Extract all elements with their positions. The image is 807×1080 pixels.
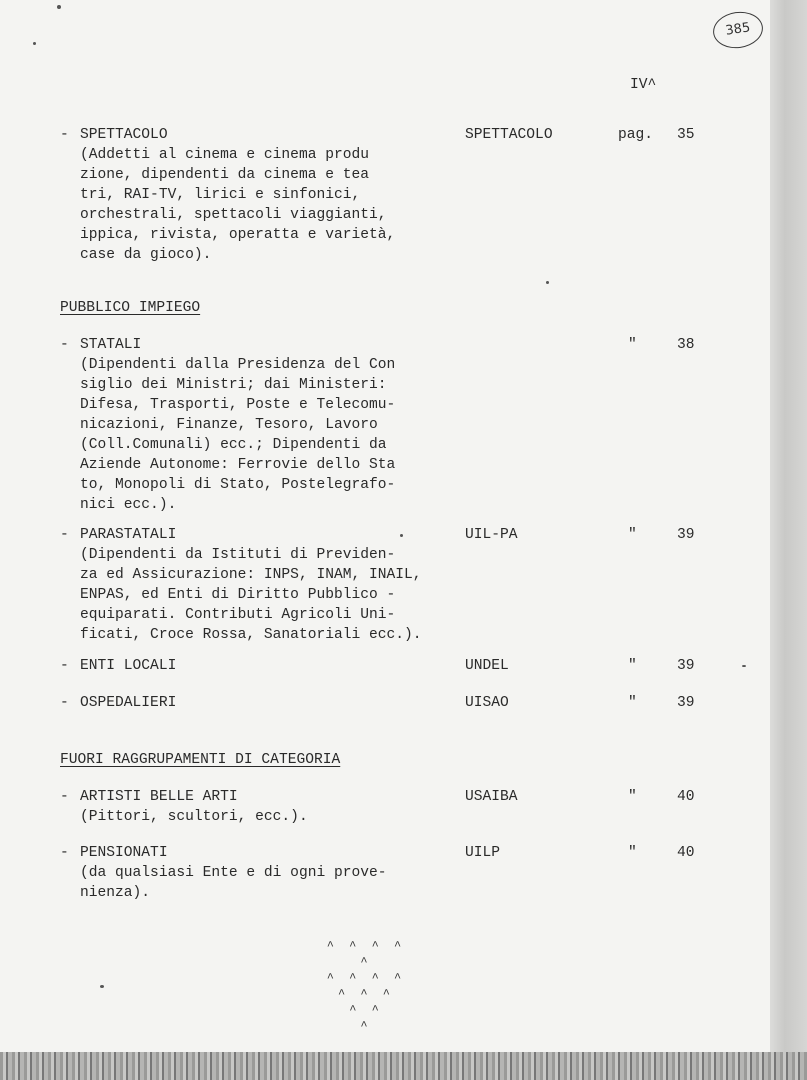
entry-org: SPETTACOLO (465, 127, 553, 143)
entry-name: PARASTATALI (80, 527, 177, 543)
scan-right-margin (770, 0, 807, 1080)
ditto-mark: " (628, 789, 637, 805)
desc-line: nienza). (80, 885, 151, 901)
end-mark-row: ^ ^ ^ ^ (326, 971, 406, 985)
entry-name: ENTI LOCALI (80, 658, 177, 674)
entry-page: 39 (677, 527, 695, 543)
desc-line: equiparati. Contributi Agricoli Uni- (80, 607, 396, 623)
ditto-mark: " (628, 845, 637, 861)
entry-org: UNDEL (465, 658, 509, 674)
pag-label: pag. (618, 127, 654, 143)
entry-org: USAIBA (465, 789, 518, 805)
entry-page: 39 (677, 695, 695, 711)
ditto-mark: " (628, 527, 637, 543)
desc-line: zione, dipendenti da cinema e tea (80, 167, 370, 183)
desc-line: tri, RAI-TV, lirici e sinfonici, (80, 187, 361, 203)
entry-dash: - (60, 845, 69, 861)
entry-name: ARTISTI BELLE ARTI (80, 789, 238, 805)
entry-name: PENSIONATI (80, 845, 168, 861)
scan-speck (742, 665, 746, 667)
end-mark-row: ^ ^ ^ (337, 987, 394, 1001)
end-mark-row: ^ ^ (349, 1003, 383, 1017)
entry-org: UIL-PA (465, 527, 518, 543)
desc-line: to, Monopoli di Stato, Postelegrafo- (80, 477, 396, 493)
scan-bottom-margin (0, 1052, 807, 1080)
desc-line: case da gioco). (80, 247, 212, 263)
desc-line: ficati, Croce Rossa, Sanatoriali ecc.). (80, 627, 422, 643)
desc-line: Difesa, Trasporti, Poste e Telecomu- (80, 397, 396, 413)
entry-name: SPETTACOLO (80, 127, 168, 143)
ditto-mark: " (628, 337, 637, 353)
entry-page: 39 (677, 658, 695, 674)
desc-line: siglio dei Ministri; dai Ministeri: (80, 377, 387, 393)
ditto-mark: " (628, 658, 637, 674)
end-mark-triangle (316, 938, 416, 1034)
scan-speck (100, 985, 104, 988)
entry-org: UISAO (465, 695, 509, 711)
entry-page: 40 (677, 789, 695, 805)
desc-line: (Coll.Comunali) ecc.; Dipendenti da (80, 437, 387, 453)
desc-line: (Pittori, scultori, ecc.). (80, 809, 308, 825)
desc-line: orchestrali, spettacoli viaggianti, (80, 207, 387, 223)
desc-line: (Dipendenti dalla Presidenza del Con (80, 357, 396, 373)
page-roman-numeral: IV^ (630, 77, 657, 93)
ditto-mark: " (628, 695, 637, 711)
entry-dash: - (60, 695, 69, 711)
entry-dash: - (60, 527, 69, 543)
desc-line: ENPAS, ed Enti di Diritto Pubblico - (80, 587, 396, 603)
scan-speck (33, 42, 36, 45)
scan-speck (57, 5, 61, 9)
entry-page: 35 (677, 127, 695, 143)
desc-line: ippica, rivista, operatta e varietà, (80, 227, 396, 243)
desc-line: nici ecc.). (80, 497, 177, 513)
scan-speck (546, 281, 549, 284)
desc-line: (da qualsiasi Ente e di ogni prove- (80, 865, 387, 881)
entry-page: 40 (677, 845, 695, 861)
end-mark-row: ^ (360, 1019, 372, 1033)
entry-dash: - (60, 789, 69, 805)
end-mark-row: ^ ^ ^ ^ ^ (326, 939, 406, 969)
scan-speck (400, 534, 403, 537)
entry-dash: - (60, 337, 69, 353)
entry-name: STATALI (80, 337, 142, 353)
entry-dash: - (60, 658, 69, 674)
entry-org: UILP (465, 845, 501, 861)
archive-stamp: 385 (711, 9, 766, 52)
desc-line: (Addetti al cinema e cinema produ (80, 147, 370, 163)
desc-line: za ed Assicurazione: INPS, INAM, INAIL, (80, 567, 422, 583)
section-title-pubblico-impiego: PUBBLICO IMPIEGO (60, 300, 201, 316)
entry-dash: - (60, 127, 69, 143)
entry-name: OSPEDALIERI (80, 695, 177, 711)
desc-line: (Dipendenti da Istituti di Previden- (80, 547, 396, 563)
entry-page: 38 (677, 337, 695, 353)
desc-line: nicazioni, Finanze, Tesoro, Lavoro (80, 417, 378, 433)
desc-line: Aziende Autonome: Ferrovie dello Sta (80, 457, 396, 473)
section-title-fuori-raggruppamenti: FUORI RAGGRUPAMENTI DI CATEGORIA (60, 752, 341, 768)
